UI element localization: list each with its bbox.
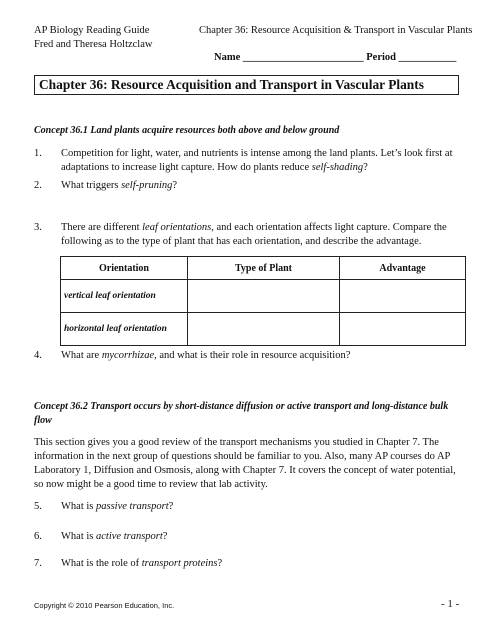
header-advantage: Advantage	[339, 257, 465, 280]
question-6	[34, 530, 464, 544]
question-number: 7.	[34, 558, 42, 569]
question-number: 2.	[34, 180, 42, 191]
answer-cell-advantage-vertical[interactable]	[339, 280, 465, 313]
table-row	[61, 313, 466, 346]
question-text-end: , and each orientation affects light capture. Compare the following as to the type of plant that has each orientation, and describe the advantage.	[61, 222, 447, 247]
name-label: Name	[214, 52, 241, 63]
question-5	[34, 500, 464, 514]
question-text: Competition for light, water, and nutrients is intense among the land plants. Let’s look first at adaptations to increase light capture. How do plants reduce	[61, 148, 453, 173]
question-text: What triggers	[61, 180, 122, 191]
question-number: 1.	[34, 148, 42, 159]
question-1	[34, 147, 464, 175]
question-text: There are different	[61, 222, 143, 233]
question-3	[34, 221, 464, 249]
question-number: 6.	[34, 531, 42, 542]
row-label-vertical: vertical leaf orientation	[61, 280, 188, 313]
question-number: 5.	[34, 501, 42, 512]
key-term: active transport	[96, 531, 163, 542]
answer-cell-advantage-horizontal[interactable]	[339, 313, 465, 346]
concept-36-2-heading: Concept 36.2 Transport occurs by short-distance diffusion or active transport and long-distance bulk flow	[34, 401, 449, 426]
question-text: What is	[61, 531, 96, 542]
question-text-end: ?	[162, 531, 168, 542]
name-period-line	[214, 52, 456, 63]
name-blank[interactable]: _______________________	[242, 52, 364, 63]
question-2	[34, 179, 464, 193]
question-text-end: ?	[168, 501, 174, 512]
question-text-end: ?	[363, 162, 368, 173]
period-label: Period	[366, 52, 396, 63]
key-term: leaf orientations	[142, 222, 212, 233]
header-type-of-plant: Type of Plant	[188, 257, 340, 280]
key-term: passive transport	[96, 501, 169, 512]
question-7	[34, 557, 464, 571]
question-text-end: , and what is their role in resource acquisition?	[154, 350, 351, 361]
question-text: What is the role of	[61, 558, 142, 569]
leaf-orientation-table	[60, 256, 466, 346]
header-left	[34, 24, 152, 52]
key-term: self-shading	[311, 162, 364, 173]
question-text: What is	[61, 501, 96, 512]
section-intro-paragraph: This section gives you a good review of the transport mechanisms you studied in Chapter 7. The information in the next group of questions should be familiar to you. Also, many AP courses do AP Laboratory 1, Diffusion and Osmosis, along with Chapter 7. It covers the concept of water potential, so now might be a good time to review that lab activity.	[34, 437, 456, 490]
table-header-row	[61, 257, 466, 280]
course-title: AP Biology Reading Guide	[34, 25, 150, 36]
question-text: What are	[61, 350, 102, 361]
key-term: self-pruning	[121, 180, 173, 191]
authors: Fred and Theresa Holtzclaw	[34, 39, 153, 50]
question-number: 3.	[34, 222, 42, 233]
header-chapter: Chapter 36: Resource Acquisition & Transport in Vascular Plants	[199, 25, 473, 36]
question-4	[34, 349, 464, 363]
key-term: mycorrhizae	[101, 350, 155, 361]
copyright-footer: Copyright © 2010 Pearson Education, Inc.	[34, 601, 175, 610]
question-text-end: ?	[172, 180, 178, 191]
answer-cell-type-horizontal[interactable]	[188, 313, 340, 346]
question-text-end: ?	[217, 558, 223, 569]
question-number: 4.	[34, 350, 42, 361]
chapter-title: Chapter 36: Resource Acquisition and Transport in Vascular Plants	[34, 75, 459, 95]
header-orientation: Orientation	[61, 257, 188, 280]
period-blank[interactable]: ___________	[398, 52, 457, 63]
key-term: transport proteins	[141, 558, 218, 569]
table-row	[61, 280, 466, 313]
answer-cell-type-vertical[interactable]	[188, 280, 340, 313]
concept-36-1-heading: Concept 36.1 Land plants acquire resources both above and below ground	[34, 125, 340, 136]
row-label-horizontal: horizontal leaf orientation	[61, 313, 188, 346]
page-number: - 1 -	[441, 598, 460, 610]
